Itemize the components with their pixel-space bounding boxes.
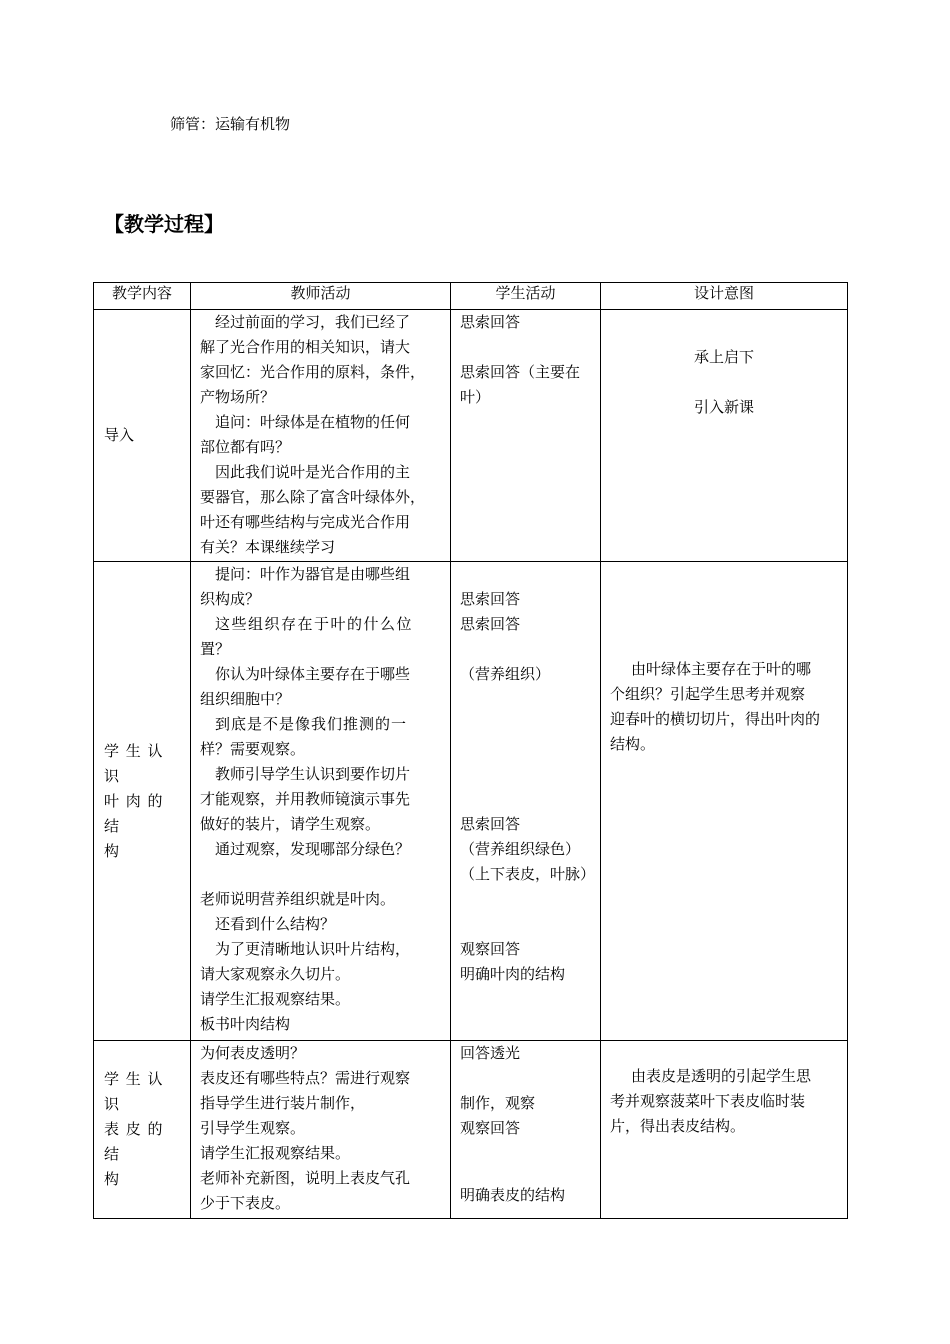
section-title: 【教学过程】 <box>104 212 224 236</box>
teacher-line: 板书叶肉结构 <box>200 1015 291 1033</box>
teaching-process-table <box>93 282 848 1219</box>
design-intent-cell <box>601 310 848 562</box>
teacher-line: 引导学生观察。 <box>200 1119 306 1137</box>
header-design-intent: 设计意图 <box>601 283 848 310</box>
intent-line: 引入新课 <box>693 398 754 416</box>
teacher-line: 样？需要观察。 <box>200 740 306 758</box>
intent-line: 迎春叶的横切切片，得出叶肉的 <box>610 710 821 728</box>
stage-label-line: 学 生 认 识 <box>104 1070 164 1113</box>
table-row <box>94 562 848 1041</box>
teacher-line: 部位都有吗？ <box>200 438 291 456</box>
student-line: 思索回答 <box>460 615 521 633</box>
teacher-activity-cell <box>191 562 451 1041</box>
stage-label-line: 叶 肉 的 结 <box>104 791 164 835</box>
stage-cell <box>94 562 191 1041</box>
student-line: 思索回答 <box>460 313 521 331</box>
student-activity-cell <box>451 310 601 562</box>
intent-line: 承上启下 <box>693 348 754 366</box>
teacher-line: 解了光合作用的相关知识，请大 <box>200 338 411 356</box>
teacher-line: 指导学生进行装片制作， <box>200 1094 366 1112</box>
teacher-line: 叶还有哪些结构与完成光合作用 <box>200 513 411 531</box>
student-line: 思索回答 <box>460 815 521 833</box>
stage-label-line: 构 <box>104 841 121 860</box>
stage-label: 导入 <box>104 426 135 444</box>
teacher-line: 织构成？ <box>200 590 261 608</box>
stage-cell <box>94 310 191 562</box>
table-header-row <box>94 283 848 310</box>
intro-sieve-tube-line: 筛管：运输有机物 <box>170 115 291 133</box>
student-line: 制作，观察 <box>460 1094 536 1112</box>
teacher-line: 追问：叶绿体是在植物的任何 <box>215 413 411 431</box>
intent-line: 由表皮是透明的引起学生思 <box>631 1067 812 1085</box>
intent-line: 结构。 <box>610 735 656 753</box>
stage-label-line: 表 皮 的 结 <box>104 1120 164 1163</box>
intent-line: 考并观察菠菜叶下表皮临时装 <box>610 1092 806 1110</box>
teacher-line: 请学生汇报观察结果。 <box>200 990 351 1008</box>
teacher-line: 组织细胞中？ <box>200 690 291 708</box>
teacher-line: 因此我们说叶是光合作用的主 <box>215 463 411 481</box>
student-line: 观察回答 <box>460 940 521 958</box>
teacher-line: 你认为叶绿体主要存在于哪些 <box>215 665 411 683</box>
student-activity-cell <box>451 1041 601 1219</box>
teacher-line: 这些组织存在于叶的什么位 <box>215 615 414 633</box>
stage-label-line: 学 生 认 识 <box>104 741 164 785</box>
teacher-line: 少于下表皮。 <box>200 1194 291 1212</box>
teacher-line: 才能观察，并用教师镜演示事先 <box>200 790 411 808</box>
table-row <box>94 1041 848 1219</box>
teacher-line: 老师补充新图，说明上表皮气孔 <box>200 1169 411 1187</box>
intent-line: 由叶绿体主要存在于叶的哪 <box>631 660 812 678</box>
intent-line: 片，得出表皮结构。 <box>610 1117 746 1135</box>
student-line: 思索回答 <box>460 590 521 608</box>
stage-label-line: 构 <box>104 1170 121 1188</box>
stage-cell <box>94 1041 191 1219</box>
teacher-line: 产物场所？ <box>200 388 276 406</box>
teacher-line: 还看到什么结构？ <box>215 915 336 933</box>
teacher-line: 请学生汇报观察结果。 <box>200 1144 351 1162</box>
student-line: 叶） <box>460 388 491 406</box>
teacher-line: 经过前面的学习，我们已经了 <box>215 313 411 331</box>
teacher-line: 通过观察，发现哪部分绿色？ <box>215 840 411 858</box>
student-line: 观察回答 <box>460 1119 521 1137</box>
student-line: 思索回答（主要在 <box>460 363 581 381</box>
teacher-line: 做好的装片，请学生观察。 <box>200 815 381 833</box>
teacher-line: 为了更清晰地认识叶片结构， <box>215 940 411 958</box>
student-line: （营养组织） <box>460 665 551 683</box>
teacher-line: 有关？本课继续学习 <box>200 538 336 556</box>
design-intent-cell <box>601 562 848 1041</box>
teacher-line: 为何表皮透明？ <box>200 1044 306 1062</box>
header-teaching-content: 教学内容 <box>94 283 191 310</box>
teacher-line: 提问：叶作为器官是由哪些组 <box>215 565 411 583</box>
teacher-activity-cell <box>191 310 451 562</box>
student-line: 明确叶肉的结构 <box>460 965 566 983</box>
student-line: 回答透光 <box>460 1044 521 1062</box>
teacher-line: 要器官，那么除了富含叶绿体外， <box>200 488 426 506</box>
teacher-line: 教师引导学生认识到要作切片 <box>215 765 411 783</box>
student-line: （营养组织绿色） <box>460 840 581 858</box>
teacher-line: 老师说明营养组织就是叶肉。 <box>200 890 396 908</box>
header-teacher-activity: 教师活动 <box>191 283 451 310</box>
intent-line: 个组织？引起学生思考并观察 <box>610 685 806 703</box>
teacher-line: 表皮还有哪些特点？需进行观察 <box>200 1069 411 1087</box>
teacher-line: 置？ <box>200 640 231 658</box>
header-student-activity: 学生活动 <box>451 283 601 310</box>
student-activity-cell <box>451 562 601 1041</box>
design-intent-cell <box>601 1041 848 1219</box>
table-row <box>94 310 848 562</box>
student-line: （上下表皮，叶脉） <box>460 865 596 883</box>
teacher-line: 到底是不是像我们推测的一 <box>215 715 408 733</box>
teacher-activity-cell <box>191 1041 451 1219</box>
teacher-line: 请大家观察永久切片。 <box>200 965 351 983</box>
student-line: 明确表皮的结构 <box>460 1186 566 1204</box>
teacher-line: 家回忆：光合作用的原料，条件， <box>200 363 426 381</box>
